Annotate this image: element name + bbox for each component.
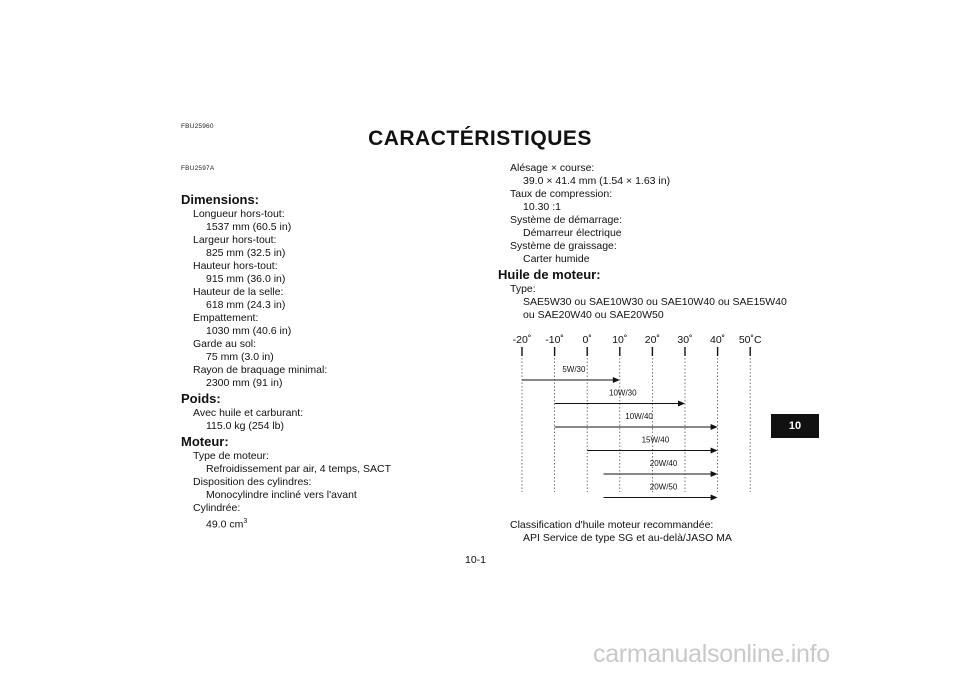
range-arrowhead [678,401,685,407]
page-title: CARACTÉRISTIQUES [368,127,592,150]
spec-value [181,515,461,532]
spec-label: Alésage × course: [510,162,595,174]
temperature-label: 10˚ [612,334,628,346]
spec-label: Type de moteur: [193,450,269,462]
range-arrowhead [613,377,620,383]
spec-label: Rayon de braquage minimal: [193,364,328,376]
viscosity-label: 15W/40 [641,435,670,445]
page-number: 10-1 [465,554,487,566]
displacement-value: 49.0 cm [206,518,244,531]
spec-value: 1537 mm (60.5 in) [206,221,292,233]
range-arrowhead [711,448,718,454]
spec-label: Garde au sol: [193,338,257,350]
spec-label: Empattement: [193,312,259,324]
spec-label: Longueur hors-tout: [193,208,285,220]
spec-value: 39.0 × 41.4 mm (1.54 × 1.63 in) [523,175,671,187]
spec-value: Monocylindre incliné vers l'avant [206,489,357,501]
spec-label: Système de démarrage: [510,214,623,226]
temperature-label: 50˚C [738,334,762,346]
classification-value: API Service de type SG et au-delà/JASO MA [523,532,732,544]
spec-label: Hauteur hors-tout: [193,260,278,272]
right-column [498,162,798,322]
code-title: FBU25960 [181,123,214,130]
spec-value: Démarreur électrique [523,227,622,239]
spec-value: 825 mm (32.5 in) [206,247,286,259]
spec-label: Disposition des cylindres: [193,476,312,488]
oil-heading: Huile de moteur: [498,267,601,282]
spec-value: 1030 mm (40.6 in) [206,325,292,337]
spec-label: Hauteur de la selle: [193,286,284,298]
spec-label: Système de graissage: [510,240,617,252]
viscosity-label: 10W/40 [625,412,653,421]
temperature-label: 30˚ [677,334,693,346]
chapter-tab: 10 [771,414,819,438]
viscosity-label: 5W/30 [562,365,586,374]
classification-label: Classification d'huile moteur recommandée: [510,519,714,531]
watermark: carmanualsonline.info [593,640,830,668]
temperature-label: -10˚ [545,334,564,346]
spec-label: Largeur hors-tout: [193,234,277,246]
moteur-heading: Moteur: [181,434,229,449]
viscosity-label: 10W/30 [609,388,637,398]
spec-value: 2300 mm (91 in) [206,377,283,389]
viscosity-label: 20W/40 [649,459,678,468]
displacement-superscript: 3 [243,518,248,525]
oil-type-value: ou SAE20W40 ou SAE20W50 [523,309,664,321]
left-column [181,191,461,532]
spec-label: Avec huile et carburant: [193,407,304,419]
viscosity-label: 20W/50 [649,482,678,492]
code-specs: FBU2597A [181,165,215,172]
temperature-label: -20˚ [512,334,532,346]
spec-value: 75 mm (3.0 in) [206,351,274,363]
spec-label: Cylindrée: [193,502,241,514]
spec-value: 618 mm (24.3 in) [206,299,286,311]
temperature-label: 20˚ [644,334,660,346]
range-arrowhead [711,424,718,430]
temperature-label: 40˚ [710,334,726,346]
dimensions-list [181,208,461,390]
spec-value: 10.30 :1 [523,201,561,213]
spec-value: Carter humide [523,253,590,265]
range-arrowhead [711,495,718,501]
oil-viscosity-chart [500,330,780,510]
spec-label: Taux de compression: [510,188,613,200]
spec-value: 915 mm (36.0 in) [206,273,286,285]
dimensions-heading: Dimensions: [181,192,260,207]
oil-type-value: SAE5W30 ou SAE10W30 ou SAE10W40 ou SAE15W40 [523,296,787,308]
range-arrowhead [711,471,718,477]
spec-value: Refroidissement par air, 4 temps, SACT [206,463,391,475]
oil-type-label: Type: [510,283,536,295]
classification-block [498,519,818,545]
poids-heading: Poids: [181,391,221,406]
spec-value: 115.0 kg (254 lb) [206,420,285,432]
temperature-label: 0˚ [582,334,592,346]
